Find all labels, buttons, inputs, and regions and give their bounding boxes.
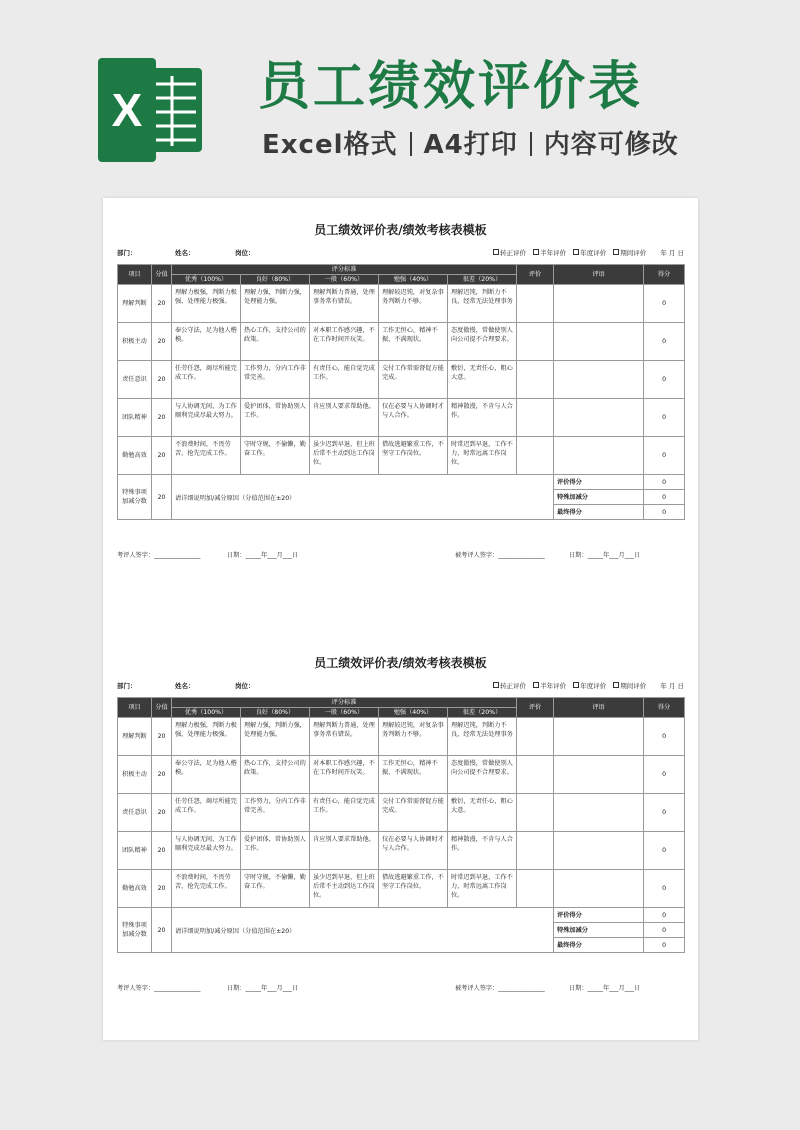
eval-cell[interactable]: [517, 323, 554, 361]
checkbox-icon[interactable]: [573, 682, 579, 688]
header-score: 分值: [152, 698, 172, 718]
table-row: [118, 437, 685, 475]
checkbox-icon[interactable]: [533, 249, 539, 255]
examiner-signature[interactable]: 考评人签字：_______________: [117, 985, 201, 992]
points-cell[interactable]: 0: [644, 437, 685, 475]
points-cell[interactable]: 0: [644, 832, 685, 870]
subtotal-label: 评价得分: [554, 475, 644, 490]
checkbox-icon[interactable]: [613, 682, 619, 688]
eval-cell[interactable]: [517, 870, 554, 908]
examiner-signature[interactable]: 考评人签字：_______________: [117, 552, 201, 559]
header-item: 项目: [118, 265, 152, 285]
special-item-label: 特殊事项加减分数: [118, 908, 152, 953]
examinee-date[interactable]: 日期：_____年___月___日: [569, 552, 641, 559]
level-description: 精神散漫，不肯与人合作。: [448, 399, 517, 437]
header-level-barely: 勉强（40%）: [379, 708, 448, 718]
criteria-item: 积极主动: [118, 756, 152, 794]
header-level-average: 一般（60%）: [310, 275, 379, 285]
level-description: 爱护团体，常协助别人工作。: [241, 832, 310, 870]
criteria-score: 20: [152, 756, 172, 794]
level-description: 与人协调无间，为工作顺利完成尽最大努力。: [172, 832, 241, 870]
criteria-item: 理解判断: [118, 718, 152, 756]
table-row: [118, 718, 685, 756]
header-criteria: 评分标准: [172, 698, 517, 708]
level-description: 有责任心，能自觉完成工作。: [310, 361, 379, 399]
criteria-item: 理解判断: [118, 285, 152, 323]
subtotal-value[interactable]: 0: [644, 938, 685, 953]
eval-cell[interactable]: [517, 718, 554, 756]
special-note[interactable]: 请详细说明加/减分原因（分值范围在±20）: [172, 475, 554, 520]
special-score: 20: [152, 908, 172, 953]
level-description: 理解判断力普通，处理事务常有错误。: [310, 718, 379, 756]
points-cell[interactable]: 0: [644, 285, 685, 323]
level-description: 借故逃避繁重工作，不坚守工作岗位。: [379, 437, 448, 475]
level-description: 对本职工作感兴趣，不在工作时间开玩笑。: [310, 323, 379, 361]
eval-cell[interactable]: [517, 285, 554, 323]
criteria-item: 勤勉高效: [118, 437, 152, 475]
subtitle-print: A4打印: [423, 130, 518, 160]
header-criteria: 评分标准: [172, 265, 517, 275]
checkbox-icon[interactable]: [493, 249, 499, 255]
examiner-date[interactable]: 日期：_____年___月___日: [227, 985, 299, 992]
level-description: 理解力强，判断力强，处理能力强。: [241, 718, 310, 756]
department-label[interactable]: 部门：: [117, 249, 137, 257]
level-description: 工作努力，分内工作非常完善。: [241, 794, 310, 832]
level-description: 守时守规，不偷懒，勤奋工作。: [241, 437, 310, 475]
subtotal-label: 特殊加减分: [554, 490, 644, 505]
special-item-label: 特殊事项加减分数: [118, 475, 152, 520]
header-score: 分值: [152, 265, 172, 285]
eval-cell[interactable]: [517, 832, 554, 870]
level-description: 仅在必要与人协调时才与人合作。: [379, 832, 448, 870]
table-row: [118, 794, 685, 832]
eval-cell[interactable]: [517, 437, 554, 475]
form-title: 员工绩效评价表/绩效考核表模板: [314, 223, 487, 237]
comment-cell[interactable]: [554, 870, 644, 908]
criteria-score: 20: [152, 437, 172, 475]
header-eval: 评价: [517, 265, 554, 285]
level-description: 时常迟到早退，工作不力，时常远离工作岗位。: [448, 870, 517, 908]
subtitle-divider: [530, 132, 532, 156]
examinee-date[interactable]: 日期：_____年___月___日: [569, 985, 641, 992]
header-level-barely: 勉强（40%）: [379, 275, 448, 285]
name-label[interactable]: 姓名：: [175, 682, 195, 690]
level-description: 不浪费时间，不畏劳苦，抢先完成工作。: [172, 870, 241, 908]
level-description: 奉公守法，足为他人楷模。: [172, 323, 241, 361]
comment-cell[interactable]: [554, 437, 644, 475]
comment-cell[interactable]: [554, 323, 644, 361]
excel-icon: [96, 58, 206, 162]
eval-option[interactable]: 转正评价: [493, 249, 526, 257]
eval-cell[interactable]: [517, 361, 554, 399]
level-description: 任劳任怨，竭尽所能完成工作。: [172, 794, 241, 832]
table-row: [118, 361, 685, 399]
special-score: 20: [152, 475, 172, 520]
subtotal-label: 特殊加减分: [554, 923, 644, 938]
level-description: 对本职工作感兴趣，不在工作时间开玩笑。: [310, 756, 379, 794]
comment-cell[interactable]: [554, 399, 644, 437]
banner: [0, 0, 800, 195]
criteria-score: 20: [152, 399, 172, 437]
criteria-item: 积极主动: [118, 323, 152, 361]
examinee-signature[interactable]: 被考评人签字：_______________: [455, 552, 545, 559]
header-level-poor: 很差（20%）: [448, 275, 517, 285]
level-description: 奉公守法，足为他人楷模。: [172, 756, 241, 794]
criteria-item: 责任意识: [118, 361, 152, 399]
subtitle-editable: 内容可修改: [543, 130, 679, 160]
subtotal-label: 最终得分: [554, 505, 644, 520]
table-row: [118, 323, 685, 361]
criteria-item: 责任意识: [118, 794, 152, 832]
level-description: 任劳任怨，竭尽所能完成工作。: [172, 361, 241, 399]
subtotal-label: 最终得分: [554, 938, 644, 953]
table-row: [118, 399, 685, 437]
criteria-item: 团队精神: [118, 399, 152, 437]
points-cell[interactable]: 0: [644, 794, 685, 832]
info-row: [117, 679, 684, 693]
header-level-good: 良好（80%）: [241, 275, 310, 285]
banner-title: 员工绩效评价表: [258, 57, 644, 117]
document-sheet: [103, 198, 698, 1040]
subtotal-value[interactable]: 0: [644, 908, 685, 923]
examinee-signature[interactable]: 被考评人签字：_______________: [455, 985, 545, 992]
level-description: 虽少迟到早退，但上班后常不主动到达工作岗位。: [310, 870, 379, 908]
evaluation-form: [117, 653, 684, 997]
subtotal-value[interactable]: 0: [644, 475, 685, 490]
header-item: 项目: [118, 698, 152, 718]
subtotal-value[interactable]: 0: [644, 490, 685, 505]
level-description: 热心工作，支持公司的政策。: [241, 756, 310, 794]
level-description: 守时守规，不偷懒，勤奋工作。: [241, 870, 310, 908]
signature-row: [117, 550, 684, 564]
subtitle-divider: [410, 132, 412, 156]
points-cell[interactable]: 0: [644, 870, 685, 908]
eval-cell[interactable]: [517, 399, 554, 437]
level-description: 理解力极强，判断力极强，处理能力极强。: [172, 718, 241, 756]
subtotal-value[interactable]: 0: [644, 923, 685, 938]
level-description: 热心工作，支持公司的政策。: [241, 323, 310, 361]
comment-cell[interactable]: [554, 718, 644, 756]
comment-cell[interactable]: [554, 756, 644, 794]
header-comment: 评语: [554, 698, 644, 718]
level-description: 敷衍，无责任心，粗心大意。: [448, 794, 517, 832]
level-description: 态度傲慢，常做使别人向公司提不合理要求。: [448, 756, 517, 794]
criteria-item: 勤勉高效: [118, 870, 152, 908]
level-description: 不浪费时间，不畏劳苦，抢先完成工作。: [172, 437, 241, 475]
level-description: 虽少迟到早退，但上班后常不主动到达工作岗位。: [310, 437, 379, 475]
level-description: 交付工作常需督促方能完成。: [379, 361, 448, 399]
level-description: 肯应别人要求帮助他。: [310, 399, 379, 437]
comment-cell[interactable]: [554, 794, 644, 832]
evaluation-table: [117, 264, 685, 520]
eval-cell[interactable]: [517, 794, 554, 832]
eval-option[interactable]: 期间评价: [613, 249, 646, 257]
level-description: 理解判断力普通，处理事务常有错误。: [310, 285, 379, 323]
criteria-item: 团队精神: [118, 832, 152, 870]
points-cell[interactable]: 0: [644, 361, 685, 399]
checkbox-icon[interactable]: [533, 682, 539, 688]
level-description: 爱护团体，常协助别人工作。: [241, 399, 310, 437]
excel-icon-letter: X: [111, 84, 143, 136]
checkbox-icon[interactable]: [493, 682, 499, 688]
level-description: 理解迟钝，判断力不良，经常无法处理事务: [448, 718, 517, 756]
evaluation-form: [117, 220, 684, 564]
level-description: 与人协调无间，为工作顺利完成尽最大努力。: [172, 399, 241, 437]
comment-cell[interactable]: [554, 361, 644, 399]
eval-option[interactable]: 年度评价: [573, 682, 606, 690]
eval-option[interactable]: 年度评价: [573, 249, 606, 257]
evaluation-type-options: [488, 681, 684, 690]
level-description: 理解较迟钝，对复杂事务判断力不够。: [379, 285, 448, 323]
level-description: 肯应别人要求帮助他。: [310, 832, 379, 870]
department-label[interactable]: 部门：: [117, 682, 137, 690]
comment-cell[interactable]: [554, 285, 644, 323]
level-description: 有责任心，能自觉完成工作。: [310, 794, 379, 832]
points-cell[interactable]: 0: [644, 399, 685, 437]
evaluation-type-options: [488, 248, 684, 257]
name-label[interactable]: 姓名：: [175, 249, 195, 257]
header-eval: 评价: [517, 698, 554, 718]
criteria-score: 20: [152, 832, 172, 870]
table-row: [118, 832, 685, 870]
subtotal-value[interactable]: 0: [644, 505, 685, 520]
level-description: 工作努力，分内工作非常完善。: [241, 361, 310, 399]
header-comment: 评语: [554, 265, 644, 285]
form-date[interactable]: 年 月 日: [660, 249, 684, 257]
eval-option[interactable]: 转正评价: [493, 682, 526, 690]
level-description: 工作无恒心，精神不振，不满现状。: [379, 756, 448, 794]
level-description: 态度傲慢，常做使别人向公司提不合理要求。: [448, 323, 517, 361]
level-description: 理解较迟钝，对复杂事务判断力不够。: [379, 718, 448, 756]
level-description: 精神散漫，不肯与人合作。: [448, 832, 517, 870]
examiner-date[interactable]: 日期：_____年___月___日: [227, 552, 299, 559]
level-description: 理解迟钝，判断力不良，经常无法处理事务: [448, 285, 517, 323]
eval-cell[interactable]: [517, 756, 554, 794]
info-row: [117, 246, 684, 260]
criteria-score: 20: [152, 718, 172, 756]
level-description: 借故逃避繁重工作，不坚守工作岗位。: [379, 870, 448, 908]
checkbox-icon[interactable]: [573, 249, 579, 255]
subtotal-label: 评价得分: [554, 908, 644, 923]
level-description: 敷衍，无责任心，粗心大意。: [448, 361, 517, 399]
header-level-average: 一般（60%）: [310, 708, 379, 718]
form-title: 员工绩效评价表/绩效考核表模板: [314, 656, 487, 670]
points-cell[interactable]: 0: [644, 323, 685, 361]
header-level-good: 良好（80%）: [241, 708, 310, 718]
eval-option[interactable]: 半年评价: [533, 682, 566, 690]
criteria-score: 20: [152, 323, 172, 361]
points-cell[interactable]: 0: [644, 756, 685, 794]
criteria-score: 20: [152, 794, 172, 832]
form-date[interactable]: 年 月 日: [660, 682, 684, 690]
checkbox-icon[interactable]: [613, 249, 619, 255]
table-row: [118, 756, 685, 794]
level-description: 理解力极强，判断力极强，处理能力极强。: [172, 285, 241, 323]
eval-option[interactable]: 半年评价: [533, 249, 566, 257]
table-row: [118, 285, 685, 323]
header-level-excellent: 优秀（100%）: [172, 275, 241, 285]
comment-cell[interactable]: [554, 832, 644, 870]
level-description: 时常迟到早退，工作不力，时常远离工作岗位。: [448, 437, 517, 475]
header-points: 得分: [644, 698, 685, 718]
criteria-score: 20: [152, 285, 172, 323]
evaluation-table: [117, 697, 685, 953]
header-points: 得分: [644, 265, 685, 285]
level-description: 交付工作常需督促方能完成。: [379, 794, 448, 832]
header-level-poor: 很差（20%）: [448, 708, 517, 718]
table-row: [118, 870, 685, 908]
position-label[interactable]: 岗位：: [235, 682, 255, 690]
criteria-score: 20: [152, 361, 172, 399]
signature-row: [117, 983, 684, 997]
eval-option[interactable]: 期间评价: [613, 682, 646, 690]
level-description: 仅在必要与人协调时才与人合作。: [379, 399, 448, 437]
points-cell[interactable]: 0: [644, 718, 685, 756]
special-note[interactable]: 请详细说明加/减分原因（分值范围在±20）: [172, 908, 554, 953]
banner-subtitle: [262, 124, 702, 161]
level-description: 工作无恒心，精神不振，不满现状。: [379, 323, 448, 361]
subtitle-format: Excel格式: [262, 130, 398, 160]
criteria-score: 20: [152, 870, 172, 908]
level-description: 理解力强，判断力强，处理能力强。: [241, 285, 310, 323]
header-level-excellent: 优秀（100%）: [172, 708, 241, 718]
position-label[interactable]: 岗位：: [235, 249, 255, 257]
